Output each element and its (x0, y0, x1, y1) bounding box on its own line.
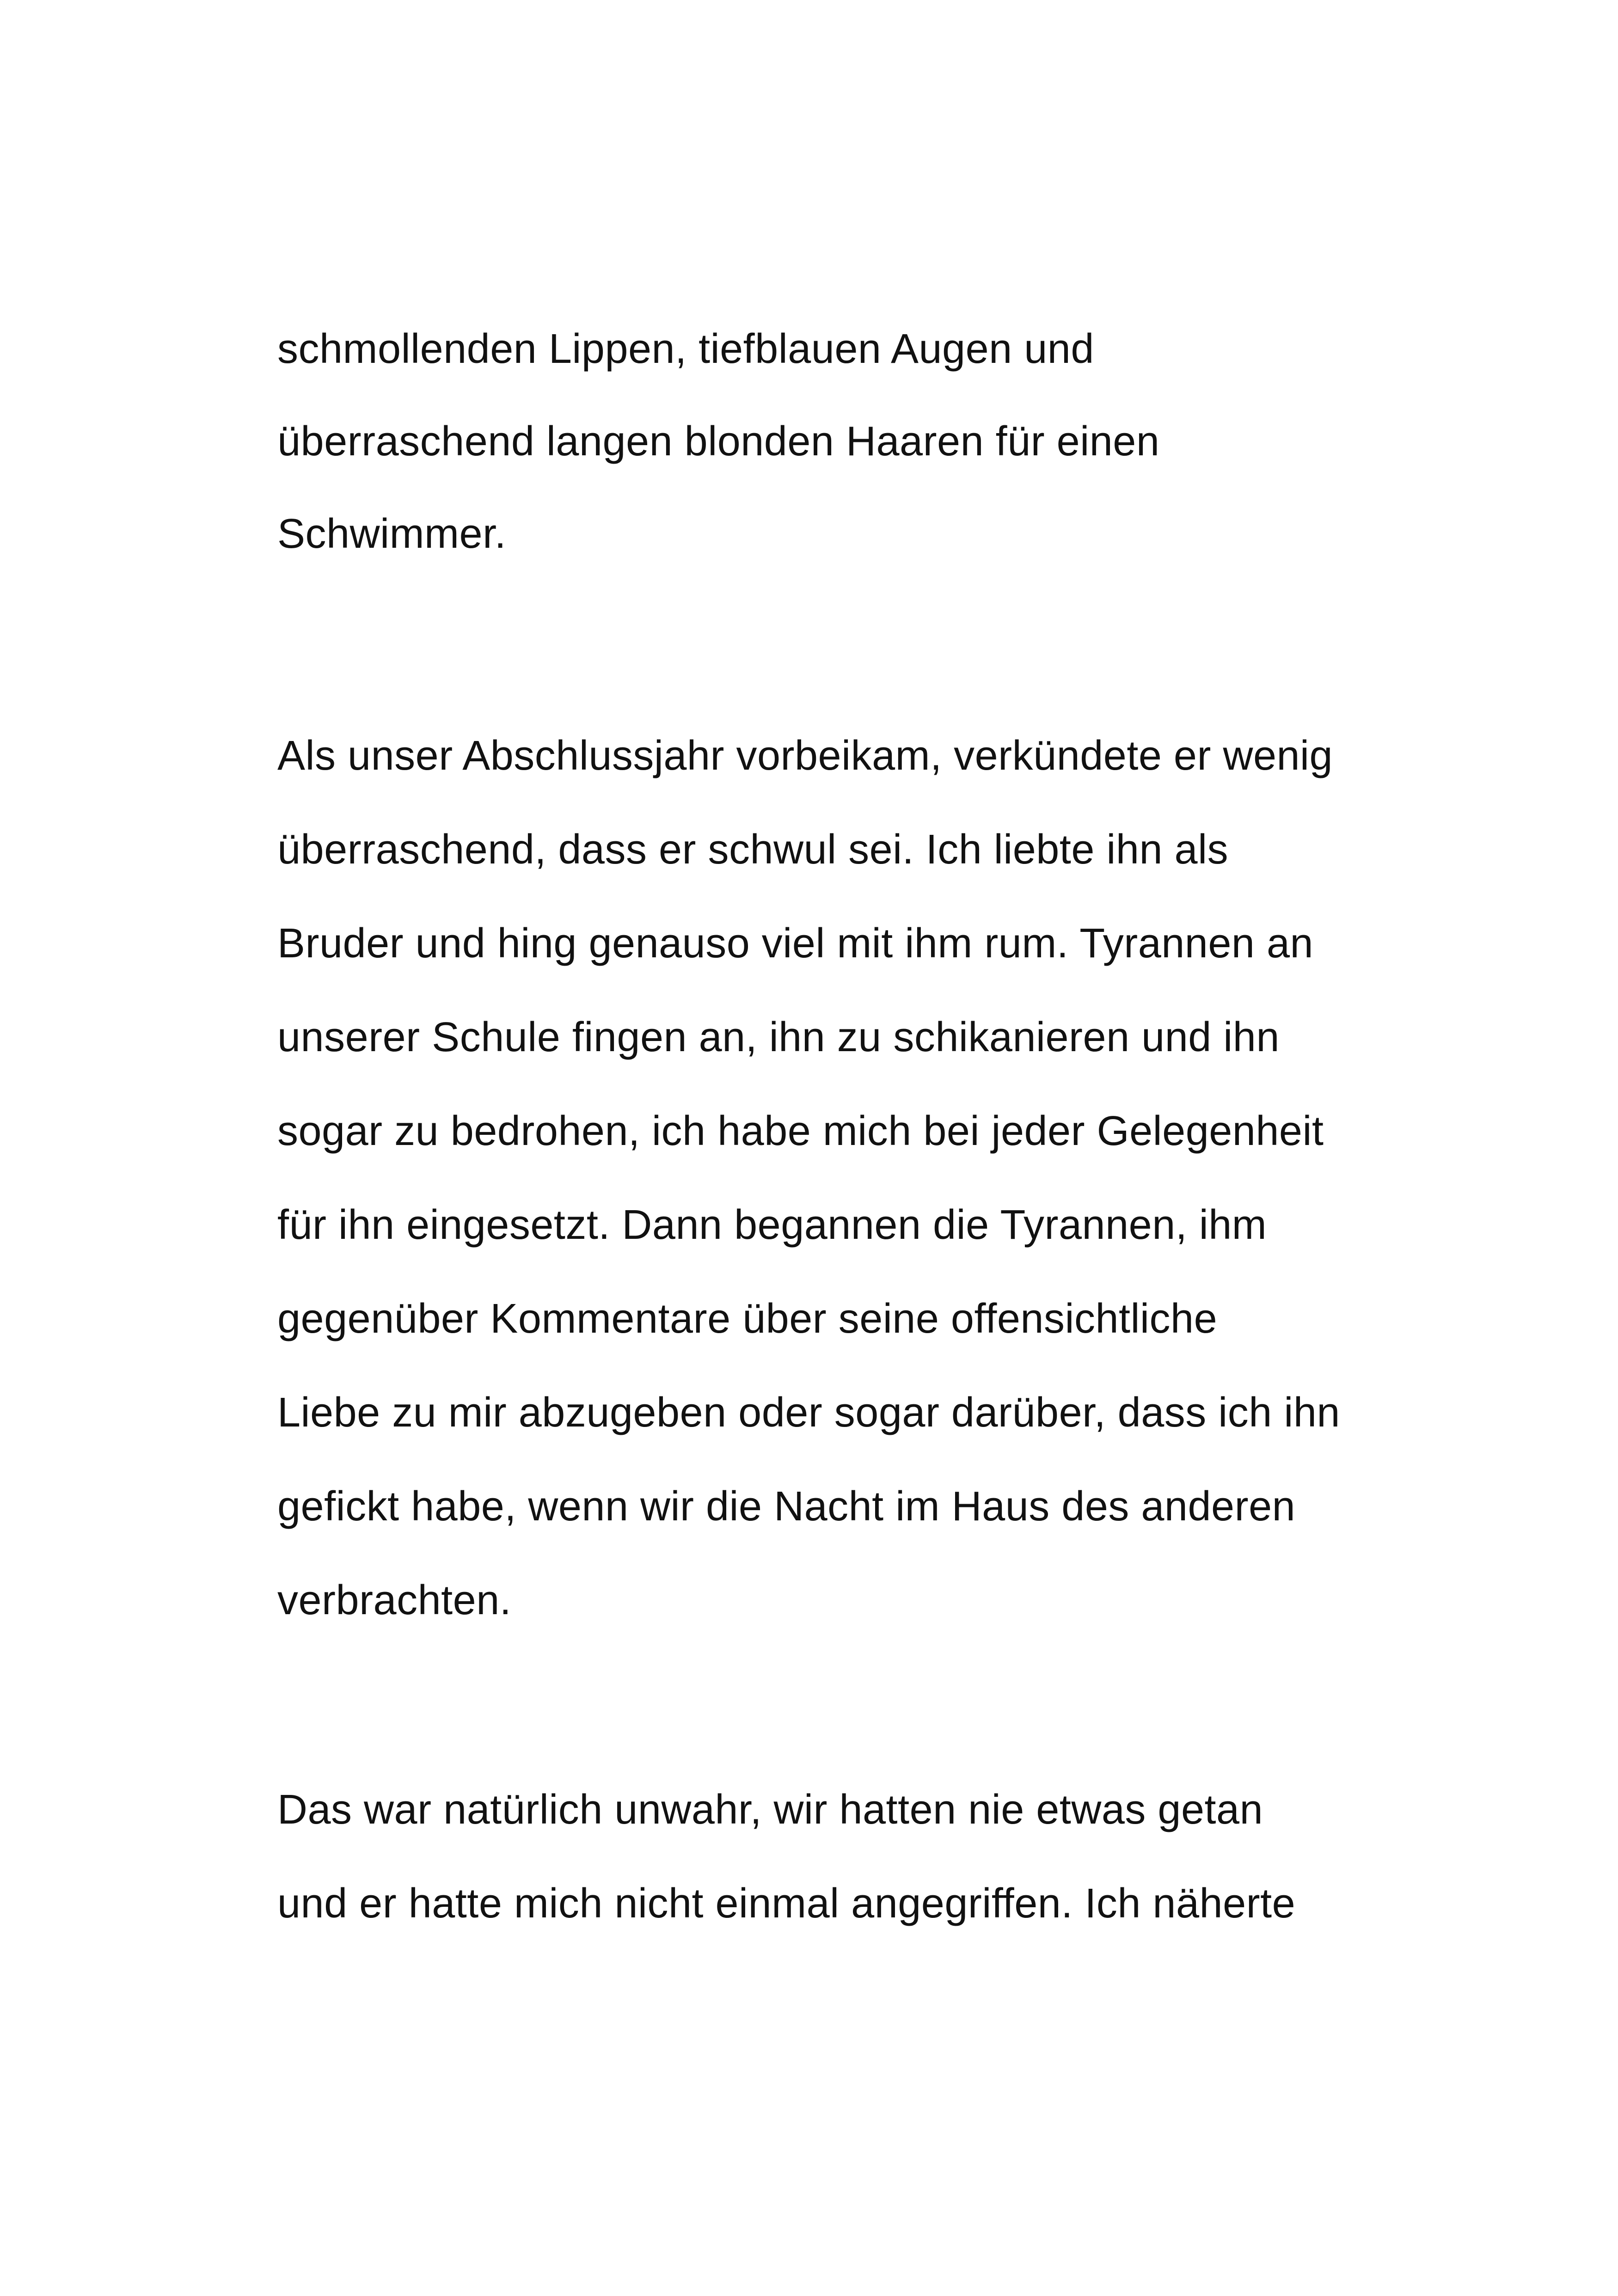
paragraph-line: Das war natürlich unwahr, wir hatten nie etwas getan (277, 1787, 1263, 1833)
paragraph-line: überraschend, dass er schwul sei. Ich liebte ihn als (277, 827, 1229, 873)
paragraph-line: für ihn eingesetzt. Dann begannen die Tyrannen, ihm (277, 1202, 1267, 1248)
paragraph-line: und er hatte mich nicht einmal angegriffen. Ich näherte (277, 1880, 1296, 1927)
paragraph-line: Bruder und hing genauso viel mit ihm rum. Tyrannen an (277, 920, 1314, 967)
paragraph-line: gegenüber Kommentare über seine offensichtliche (277, 1296, 1218, 1342)
paragraph-line: verbrachten. (277, 1577, 512, 1623)
paragraph-line: sogar zu bedrohen, ich habe mich bei jeder Gelegenheit (277, 1108, 1324, 1154)
paragraph-line: unserer Schule fingen an, ihn zu schikanieren und ihn (277, 1014, 1280, 1060)
paragraph-line: überraschend langen blonden Haaren für einen (277, 418, 1160, 465)
paragraph-line: schmollenden Lippen, tiefblauen Augen und (277, 326, 1094, 372)
paragraph-line: Als unser Abschlussjahr vorbeikam, verkündete er wenig (277, 733, 1333, 779)
paragraph-line: Schwimmer. (277, 511, 507, 557)
paragraph-line: gefickt habe, wenn wir die Nacht im Haus des anderen (277, 1483, 1296, 1530)
paragraph-line: Liebe zu mir abzugeben oder sogar darüber, dass ich ihn (277, 1390, 1340, 1436)
